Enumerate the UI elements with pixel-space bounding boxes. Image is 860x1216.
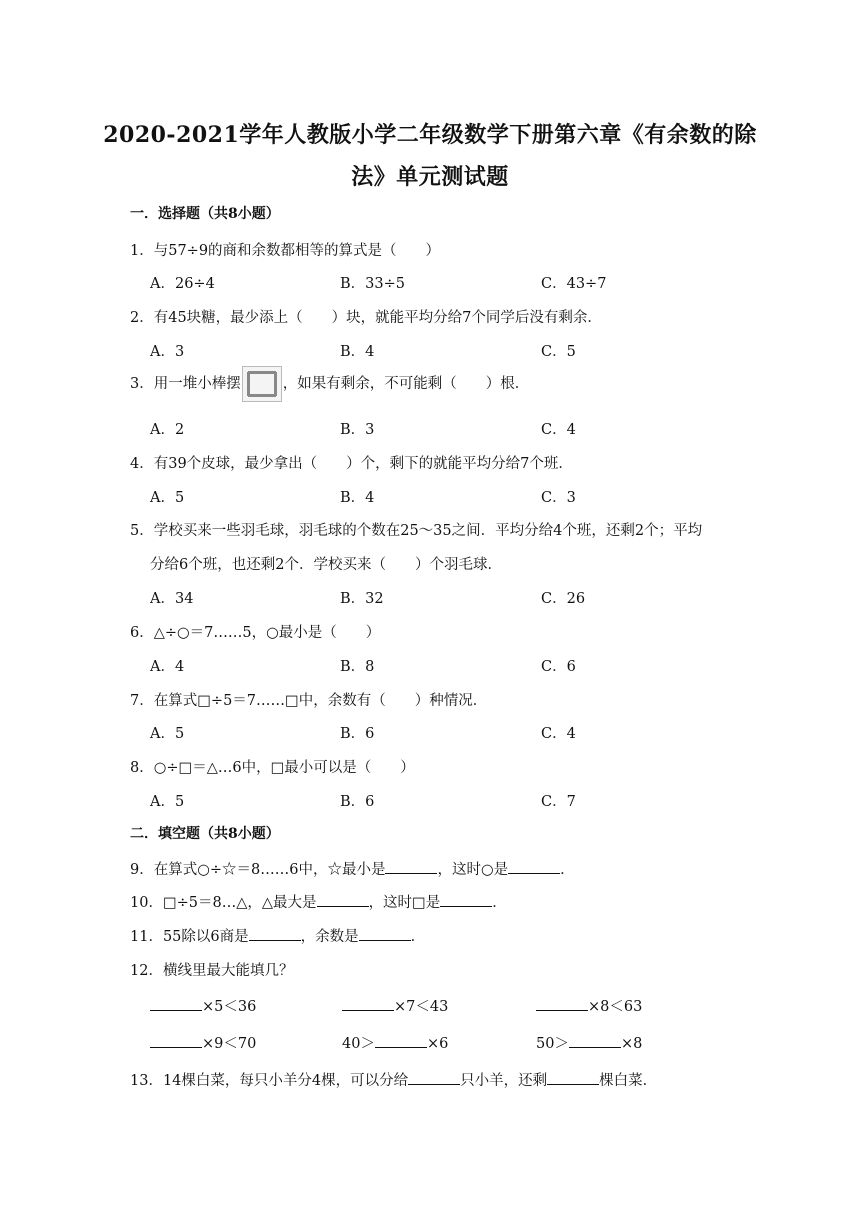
q3-option-a: A．2 xyxy=(150,422,185,438)
q12-expr-6-end: ×8 xyxy=(620,1036,643,1052)
document-title-line1: 2020-2021学年人教版小学二年级数学下册第六章《有余数的除 xyxy=(103,122,757,148)
question-7: 7．在算式□÷5＝7……□中，余数有（ ）种情况． xyxy=(130,693,488,709)
q10-blank-1[interactable] xyxy=(317,894,369,907)
q12-expr-5-start: 40＞ xyxy=(342,1036,375,1052)
question-8: 8．○÷□＝△…6中，□最小可以是（ ） xyxy=(130,760,415,776)
q12-item-6 xyxy=(536,1032,642,1053)
q13-text-2: 只小羊，还剩 xyxy=(460,1073,548,1089)
q9-blank-1[interactable] xyxy=(385,861,437,874)
q10-text-3: ． xyxy=(492,895,507,911)
q1-option-b: B．33÷5 xyxy=(340,276,405,292)
q2-option-a: A．3 xyxy=(150,344,185,360)
question-3 xyxy=(130,366,529,402)
q12-item-5 xyxy=(342,1032,448,1053)
q3-text-start: 3．用一堆小棒摆 xyxy=(130,376,241,392)
q12-expr-2: ×7＜43 xyxy=(394,999,449,1015)
question-5-line1: 5．学校买来一些羽毛球，羽毛球的个数在25～35之间．平均分给4个班，还剩2个；平均 xyxy=(130,523,703,539)
q8-option-a: A．5 xyxy=(150,794,185,810)
q10-blank-2[interactable] xyxy=(440,894,492,907)
question-2: 2．有45块糖，最少添上（ ）块，就能平均分给7个同学后没有剩余． xyxy=(130,310,602,326)
q9-text-3: ． xyxy=(560,862,575,878)
q12-expr-5-end: ×6 xyxy=(426,1036,449,1052)
q12-expr-6-start: 50＞ xyxy=(536,1036,569,1052)
q12-item-2 xyxy=(342,995,448,1016)
q6-option-c: C．6 xyxy=(541,659,576,675)
q10-text-2: ，这时□是 xyxy=(368,895,441,911)
q12-expr-4: ×9＜70 xyxy=(202,1036,257,1052)
section-heading-fill: 二．填空题（共8小题） xyxy=(130,826,280,842)
question-10 xyxy=(130,891,507,912)
q3-text-end: ，如果有剩余，不可能剩（ ）根． xyxy=(282,376,530,392)
q12-expr-3: ×8＜63 xyxy=(588,999,643,1015)
q13-blank-1[interactable] xyxy=(408,1072,460,1085)
q11-text-3: ． xyxy=(410,929,426,945)
q11-blank-1[interactable] xyxy=(249,928,301,941)
q13-text-3: 棵白菜． xyxy=(599,1073,658,1089)
q1-option-c: C．43÷7 xyxy=(541,276,607,292)
q11-text-2: ，余数是 xyxy=(300,929,359,945)
q8-option-c: C．7 xyxy=(541,794,576,810)
q12-blank-3[interactable] xyxy=(536,998,588,1011)
q12-item-1 xyxy=(150,995,256,1016)
q5-option-b: B．32 xyxy=(340,591,384,607)
q7-option-a: A．5 xyxy=(150,726,185,742)
q4-option-a: A．5 xyxy=(150,490,185,506)
question-5-line2: 分给6个班，也还剩2个．学校买来（ ）个羽毛球． xyxy=(150,557,502,573)
q2-option-c: C．5 xyxy=(541,344,576,360)
question-4: 4．有39个皮球，最少拿出（ ）个，剩下的就能平均分给7个班． xyxy=(130,456,573,472)
question-9 xyxy=(130,858,575,879)
q6-option-a: A．4 xyxy=(150,659,185,675)
q12-item-3 xyxy=(536,995,642,1016)
q5-option-a: A．34 xyxy=(150,591,194,607)
q12-blank-5[interactable] xyxy=(375,1035,427,1048)
q13-text-1: 13．14棵白菜，每只小羊分4棵，可以分给 xyxy=(130,1073,409,1089)
q11-blank-2[interactable] xyxy=(359,928,411,941)
q11-text-1: 11．55除以6商是 xyxy=(130,929,249,945)
q4-option-b: B．4 xyxy=(340,490,375,506)
q6-option-b: B．8 xyxy=(340,659,375,675)
q12-blank-6[interactable] xyxy=(569,1035,621,1048)
q5-option-c: C．26 xyxy=(541,591,586,607)
q3-option-b: B．3 xyxy=(340,422,375,438)
q10-text-1: 10．□÷5＝8…△，△最大是 xyxy=(130,895,317,911)
q7-option-b: B．6 xyxy=(340,726,375,742)
q12-blank-1[interactable] xyxy=(150,998,202,1011)
question-12: 12．横线里最大能填几？ xyxy=(130,963,294,979)
q4-option-c: C．3 xyxy=(541,490,576,506)
q12-blank-4[interactable] xyxy=(150,1035,202,1048)
q12-item-4 xyxy=(150,1032,256,1053)
question-11 xyxy=(130,925,425,946)
question-6: 6．△÷○＝7……5，○最小是（ ） xyxy=(130,625,381,641)
document-title-line2: 法》单元测试题 xyxy=(351,164,509,190)
q9-blank-2[interactable] xyxy=(508,861,560,874)
q2-option-b: B．4 xyxy=(340,344,375,360)
q1-option-a: A．26÷4 xyxy=(150,276,215,292)
question-1: 1．与57÷9的商和余数都相等的算式是（ ） xyxy=(130,243,441,259)
q13-blank-2[interactable] xyxy=(547,1072,599,1085)
q9-text-2: ，这时○是 xyxy=(437,862,509,878)
q8-option-b: B．6 xyxy=(340,794,375,810)
stick-square-image xyxy=(242,366,282,402)
section-heading-choice: 一．选择题（共8小题） xyxy=(130,206,280,222)
q7-option-c: C．4 xyxy=(541,726,576,742)
q12-expr-1: ×5＜36 xyxy=(202,999,257,1015)
q12-blank-2[interactable] xyxy=(342,998,394,1011)
q3-option-c: C．4 xyxy=(541,422,576,438)
question-13 xyxy=(130,1069,657,1090)
q9-text-1: 9．在算式○÷☆＝8……6中，☆最小是 xyxy=(130,862,386,878)
